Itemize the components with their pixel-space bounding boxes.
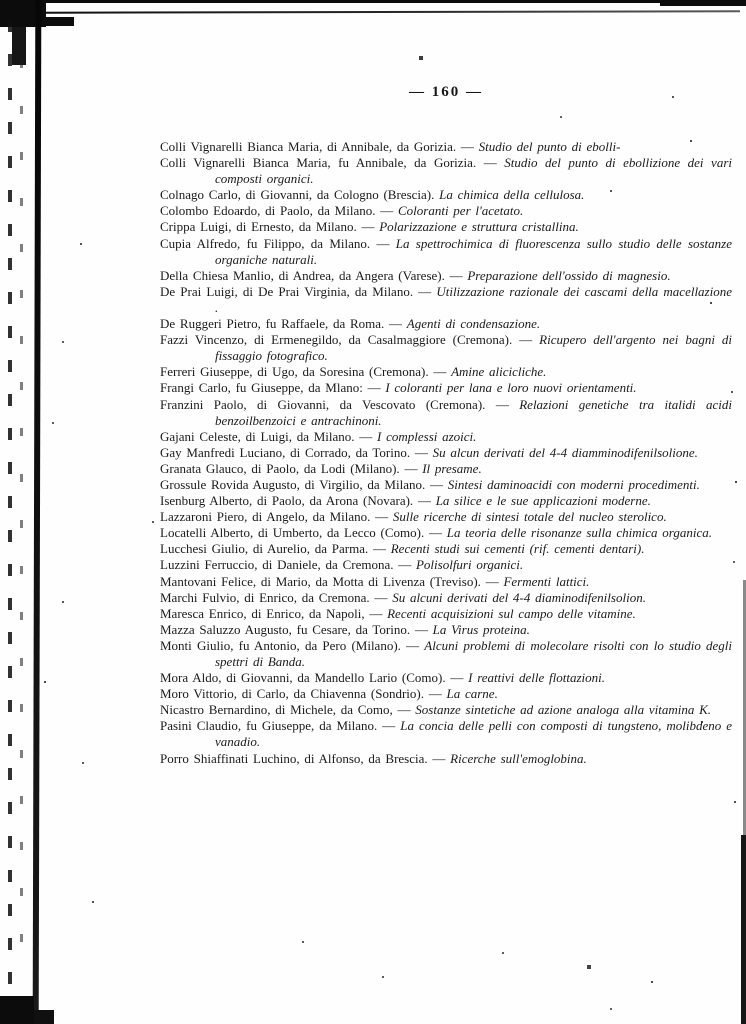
entry-person: Colnago Carlo, di Giovanni, da Cologno (Brescia).	[160, 187, 435, 203]
directory-entry	[160, 364, 732, 380]
entry-thesis-title: La teoria delle risonanze sulla chimica organica.	[446, 525, 712, 541]
scan-corner-tail	[12, 27, 26, 65]
entry-separator: —	[423, 686, 447, 702]
entry-person: Fazzi Vincenzo, di Ermenegildo, da Casalmaggiore (Cremona).	[160, 332, 513, 348]
scan-right-edge	[741, 835, 746, 1024]
entry-person: Cupia Alfredo, fu Filippo, da Milano.	[160, 235, 371, 251]
entry-thesis-title: Su alcuni derivati del 4-4 diaminodifenilsolion.	[392, 589, 646, 605]
entry-thesis-title: Ricupero dell'argento nei bagni di fissaggio fotografico.	[215, 332, 733, 364]
entry-separator: —	[370, 235, 396, 251]
directory-entry	[160, 541, 732, 557]
directory-entry	[160, 493, 732, 509]
directory-entry	[160, 509, 732, 525]
scan-bottom-left-blob	[0, 996, 34, 1024]
entry-thesis-title: La spettrochimica di fluorescenza sullo studio delle sostanze organiche naturali.	[215, 235, 732, 267]
entry-person: Crippa Luigi, di Ernesto, da Milano.	[160, 219, 357, 235]
entry-separator: —	[410, 621, 433, 637]
entry-separator: —	[400, 637, 425, 653]
entry-person: Luzzini Ferruccio, di Daniele, da Cremona.	[160, 557, 394, 573]
entry-thesis-title: La chimica della cellulosa.	[439, 187, 585, 203]
entry-person: Mantovani Felice, di Mario, da Motta di Livenza (Treviso).	[160, 573, 481, 589]
entry-thesis-title: Recenti studi sui cementi (rif. cementi dentari).	[390, 541, 645, 557]
entries-list	[160, 139, 732, 767]
entry-person: Ferreri Giuseppe, di Ugo, da Soresina (Cremona).	[160, 364, 429, 380]
entry-person: Colombo Edoardo, di Paolo, da Milano.	[160, 203, 376, 219]
entry-separator: —	[485, 396, 520, 412]
directory-entry	[160, 638, 732, 670]
directory-entry	[160, 187, 732, 203]
scan-top-right-wedge	[660, 0, 746, 6]
entry-thesis-title: Alcuni problemi di molecolare risolti con lo studio degli spettri di Banda.	[215, 637, 732, 669]
entry-thesis-title: I coloranti per lana e loro nuovi orientamenti.	[385, 380, 637, 396]
directory-entry	[160, 670, 732, 686]
directory-entry	[160, 380, 732, 396]
entry-separator: —	[368, 541, 391, 557]
entry-person: Mazza Saluzzo Augusto, fu Cesare, da Torino.	[160, 621, 411, 637]
directory-entry	[160, 477, 732, 493]
entry-person: Pasini Claudio, fu Giuseppe, da Milano.	[160, 718, 378, 734]
directory-entry	[160, 622, 732, 638]
entry-thesis-title: Sostanze sintetiche ad azione analoga alla vitamina K.	[415, 702, 712, 718]
entry-person: Della Chiesa Manlio, di Andrea, da Angera (Varese).	[160, 267, 445, 283]
directory-entry	[160, 316, 732, 332]
entry-separator: —	[393, 557, 416, 573]
directory-entry	[160, 236, 732, 268]
entry-thesis-title: I complessi azoici.	[377, 428, 477, 444]
entry-thesis-title: Studio del punto di ebollizione dei vari composti organici.	[215, 155, 732, 187]
directory-entry	[160, 590, 732, 606]
directory-entry	[160, 397, 732, 429]
entry-thesis-title: Polisolfuri organici.	[415, 557, 524, 573]
entry-person: Nicastro Bernardino, di Michele, da Como,	[160, 702, 393, 718]
directory-entry	[160, 557, 732, 573]
directory-entry	[160, 686, 732, 702]
binding-dash-marks-2	[20, 60, 23, 960]
scan-bottom-left-step	[34, 1010, 54, 1024]
entry-person: Grossule Rovida Augusto, di Virgilio, da Milano.	[160, 476, 426, 492]
entry-thesis-title: I reattivi delle flottazioni.	[468, 670, 606, 686]
entry-thesis-title: Recenti acquisizioni sul campo delle vitamine.	[387, 605, 636, 621]
entry-person: Franzini Paolo, di Giovanni, da Vescovato (Cremona).	[160, 396, 486, 412]
directory-entry	[160, 702, 732, 718]
entry-separator: —	[356, 219, 380, 235]
entry-separator: —	[354, 428, 378, 444]
entry-separator: —	[445, 670, 469, 686]
entry-thesis-title: Agenti di condensazione.	[406, 316, 541, 332]
directory-entry	[160, 445, 732, 461]
entry-separator: —	[370, 509, 393, 525]
page-number: — 160 —	[409, 84, 483, 100]
entry-thesis-title: Coloranti per l'acetato.	[397, 203, 524, 219]
entry-separator: —	[377, 718, 401, 734]
entry-separator: —	[425, 476, 448, 492]
entry-separator: —	[392, 702, 416, 718]
entry-thesis-title: Relazioni genetiche tra italidi acidi benzoilbenzoici e antrachinoni.	[215, 396, 733, 428]
entry-thesis-title: La Virus proteina.	[432, 621, 530, 637]
entry-person: Maresca Enrico, di Enrico, da Napoli,	[160, 605, 365, 621]
binding-dash-marks	[8, 20, 12, 1000]
entry-separator: —	[476, 155, 505, 171]
directory-entry	[160, 525, 732, 541]
entry-thesis-title: Polarizzazione e struttura cristallina.	[379, 219, 579, 235]
directory-entry	[160, 751, 732, 767]
entry-person: Locatelli Alberto, di Umberto, da Lecco (Como).	[160, 525, 425, 541]
entry-thesis-title: Studio del punto di ebolli-	[478, 139, 621, 154]
entry-thesis-title: Il presame.	[422, 460, 482, 476]
entry-person: De Prai Luigi, di De Prai Virginia, da Milano.	[160, 283, 414, 299]
entry-separator: —	[384, 316, 407, 332]
entry-separator: —	[480, 573, 504, 589]
directory-entry	[160, 606, 732, 622]
entry-person: Moro Vittorio, di Carlo, da Chiavenna (Sondrio).	[160, 686, 424, 702]
entry-thesis-title: Su alcun derivati del 4-4 diamminodifenilsolione.	[432, 444, 698, 460]
entry-separator: —	[424, 525, 447, 541]
entry-separator: —	[427, 750, 451, 766]
directory-entry	[160, 139, 732, 155]
directory-entry	[160, 284, 732, 316]
entry-separator: —	[456, 139, 479, 154]
entry-person: Gajani Celeste, di Luigi, da Milano.	[160, 428, 355, 444]
entry-person: Marchi Fulvio, di Enrico, da Cremona.	[160, 589, 370, 605]
entry-person: Mora Aldo, di Giovanni, da Mandello Lario (Como).	[160, 670, 446, 686]
entry-separator: —	[410, 444, 433, 460]
entry-thesis-title: Ricerche sull'emoglobina.	[450, 750, 587, 766]
entry-person: Monti Giulio, fu Antonio, da Pero (Milano).	[160, 637, 401, 653]
entry-thesis-title: Preparazione dell'ossido di magnesio.	[467, 267, 671, 283]
entry-thesis-title: Sintesi daminoacidi con moderni procedimenti.	[447, 476, 700, 492]
entry-thesis-title: La silice e le sue applicazioni moderne.	[435, 493, 651, 509]
entry-person: Colli Vignarelli Bianca Maria, di Annibale, da Gorizia.	[160, 139, 457, 154]
entry-separator: —	[512, 332, 540, 348]
entry-thesis-title: Utilizzazione razionale dei cascami della macellazione .	[215, 283, 733, 315]
entry-separator: —	[362, 380, 386, 396]
directory-entry	[160, 268, 732, 284]
directory-entry	[160, 718, 732, 750]
entry-person: Porro Shiaffinati Luchino, di Alfonso, da Brescia.	[160, 750, 428, 766]
entry-separator: —	[369, 589, 393, 605]
entry-person: Lucchesi Giulio, di Aurelio, da Parma.	[160, 541, 369, 557]
entry-separator: —	[364, 605, 388, 621]
directory-entry	[160, 574, 732, 590]
scan-top-border	[28, 0, 746, 3]
directory-entry	[160, 429, 732, 445]
entry-thesis-title: Fermenti lattici.	[503, 573, 590, 589]
directory-entry	[160, 219, 732, 235]
binding-edge-line	[33, 0, 42, 1024]
directory-entry	[160, 203, 732, 219]
entry-thesis-title: Sulle ricerche di sintesi totale del nucleo sterolico.	[392, 509, 667, 525]
entry-person: Frangi Carlo, fu Giuseppe, da Mlano:	[160, 380, 363, 396]
entry-person: Isenburg Alberto, di Paolo, da Arona (Novara).	[160, 493, 414, 509]
entry-separator: —	[399, 460, 423, 476]
entry-person: Lazzaroni Piero, di Angelo, da Milano.	[160, 509, 371, 525]
entry-person: Granata Glauco, di Paolo, da Lodi (Milano).	[160, 460, 400, 476]
scan-scratch-line	[45, 10, 740, 13]
entry-separator: —	[444, 267, 468, 283]
directory-entry	[160, 461, 732, 477]
directory-entry	[160, 155, 732, 187]
directory-entry	[160, 332, 732, 364]
entry-separator: —	[413, 493, 436, 509]
entry-thesis-title: Amine alicicliche.	[451, 364, 547, 380]
scan-noise-speckles	[0, 0, 2, 2]
entry-separator: —	[375, 203, 398, 219]
entry-person: Gay Manfredi Luciano, di Corrado, da Torino.	[160, 444, 411, 460]
entry-thesis-title: La concia delle pelli con composti di tungsteno, molibdeno e vanadio.	[215, 718, 733, 750]
entry-person: De Ruggeri Pietro, fu Raffaele, da Roma.	[160, 316, 385, 332]
entry-separator: —	[413, 283, 437, 299]
entry-person: Colli Vignarelli Bianca Maria, fu Annibale, da Gorizia.	[160, 155, 477, 171]
entry-thesis-title: La carne.	[446, 686, 498, 702]
entry-separator: —	[428, 364, 452, 380]
